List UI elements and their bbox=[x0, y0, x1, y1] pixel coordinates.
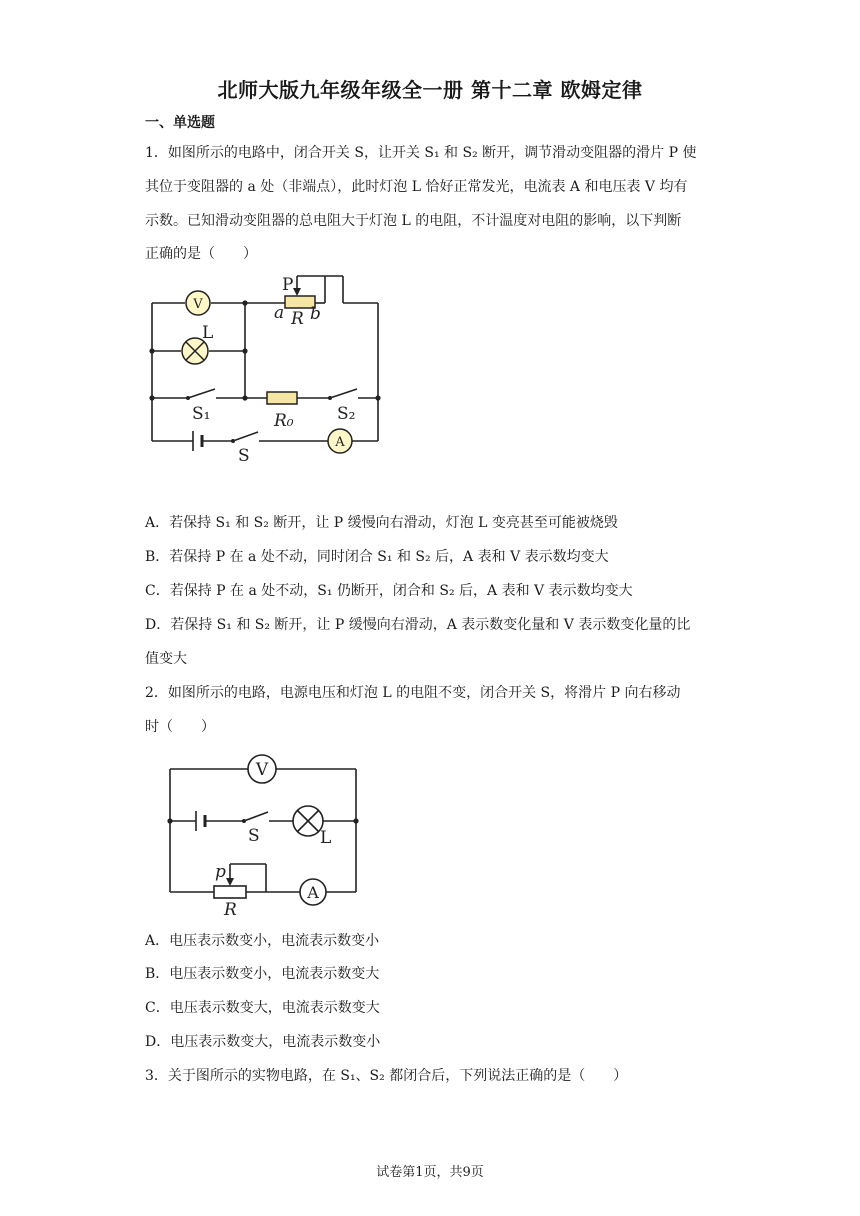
q2-voltmeter-label: V bbox=[255, 760, 269, 780]
q2-s-label: S bbox=[248, 826, 260, 846]
q2-ammeter-label: A bbox=[307, 883, 319, 902]
q2-option-d: D．电压表示数变大，电流表示数变小 bbox=[145, 1034, 381, 1050]
q2-rheostat-label: R bbox=[224, 900, 237, 920]
q1-s1-label: S₁ bbox=[192, 404, 211, 424]
q1-line-3: 示数。已知滑动变阻器的总电阻大于灯泡 L 的电阻，不计温度对电阻的影响，以下判断 bbox=[145, 213, 682, 229]
q2-option-b: B．电压表示数变小，电流表示数变大 bbox=[145, 966, 380, 982]
q2-line-1: 2．如图所示的电路，电源电压和灯泡 L 的电阻不变，闭合开关 S，将滑片 P 向右移动 bbox=[145, 685, 681, 701]
q1-option-d-cont: 值变大 bbox=[145, 651, 187, 667]
q1-line-1: 1．如图所示的电路中，闭合开关 S，让开关 S₁ 和 S₂ 断开，调节滑动变阻器的滑片 P 使 bbox=[145, 145, 697, 161]
page-title: 北师大版九年级年级全一册 第十二章 欧姆定律 bbox=[217, 78, 643, 102]
q2-line-2: 时（ ） bbox=[145, 719, 215, 735]
q1-s2-label: S₂ bbox=[337, 404, 356, 424]
q1-lamp-label: L bbox=[202, 323, 214, 343]
q1-option-a: A．若保持 S₁ 和 S₂ 断开，让 P 缓慢向右滑动，灯泡 L 变亮甚至可能被烧毁 bbox=[145, 515, 618, 531]
q2-option-a: A．电压表示数变小，电流表示数变小 bbox=[145, 933, 380, 949]
q1-circuit-diagram bbox=[140, 268, 400, 468]
q2-slider-label: p bbox=[215, 862, 226, 882]
q1-option-b: B．若保持 P 在 a 处不动，同时闭合 S₁ 和 S₂ 后，A 表和 V 表示数均变大 bbox=[145, 549, 609, 565]
q1-voltmeter-label: V bbox=[193, 297, 203, 312]
section-heading: 一、单选题 bbox=[145, 115, 215, 131]
q1-point-b-label: b bbox=[310, 304, 321, 324]
q1-r0-label: R₀ bbox=[274, 411, 294, 431]
q2-option-c: C．电压表示数变大，电流表示数变大 bbox=[145, 1000, 380, 1016]
q1-ammeter-label: A bbox=[335, 435, 345, 450]
q1-slider-label: P bbox=[282, 275, 294, 295]
page-footer: 试卷第1页，共9页 bbox=[376, 1165, 484, 1180]
q3-line-1: 3．关于图所示的实物电路，在 S₁、S₂ 都闭合后，下列说法正确的是（ ） bbox=[145, 1068, 628, 1084]
q2-circuit-diagram bbox=[160, 752, 370, 920]
q1-point-a-label: a bbox=[274, 303, 285, 323]
q2-lamp-label: L bbox=[320, 828, 332, 848]
q1-s-label: S bbox=[238, 446, 250, 466]
q1-option-c: C．若保持 P 在 a 处不动，S₁ 仍断开，闭合和 S₂ 后，A 表和 V 表示数均变大 bbox=[145, 583, 633, 599]
q1-line-2: 其位于变阻器的 a 处（非端点），此时灯泡 L 恰好正常发光，电流表 A 和电压表 V 均有 bbox=[145, 179, 688, 195]
q1-option-d: D．若保持 S₁ 和 S₂ 断开，让 P 缓慢向右滑动，A 表示数变化量和 V 表示数变化量的比 bbox=[145, 617, 691, 633]
q1-line-4: 正确的是（ ） bbox=[145, 246, 257, 262]
q1-rheostat-label: R bbox=[291, 309, 304, 329]
